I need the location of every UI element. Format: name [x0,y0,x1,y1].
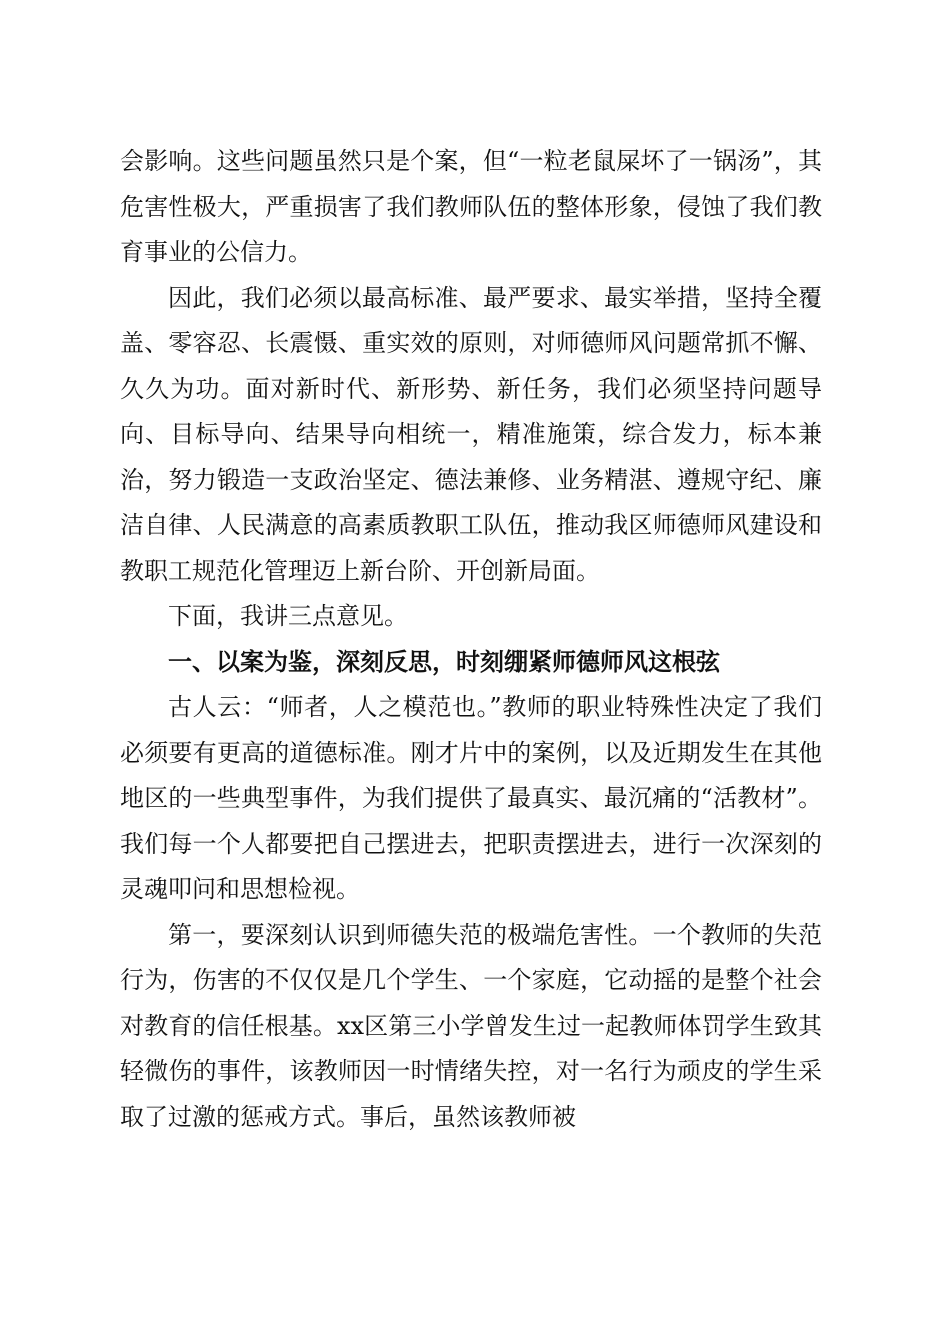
document-body [120,139,822,1140]
paragraph-therefore: 因此，我们必须以最高标准、最严要求、最实举措，坚持全覆盖、零容忍、长震慑、重实效的原则，对师德师风问题常抓不懈、久久为功。面对新时代、新形势、新任务，我们必须坚持问题导向、目标导向、结果导向相统一，精准施策，综合发力，标本兼治，努力锻造一支政治坚定、德法兼修、业务精湛、遵规守纪、廉洁自律、人民满意的高素质教职工队伍，推动我区师德师风建设和教职工规范化管理迈上新台阶、开创新局面。 [120,283,822,585]
paragraph-ancient-saying: 古人云：“师者，人之模范也。”教师的职业特殊性决定了我们必须要有更高的道德标准。刚才片中的案例，以及近期发生在其他地区的一些典型事件，为我们提供了最真实、最沉痛的“活教材”。我们每一个人都要把自己摆进去，把职责摆进去，进行一次深刻的灵魂叩问和思想检视。 [120,693,822,903]
paragraph-continuation: 会影响。这些问题虽然只是个案，但“一粒老鼠屎坏了一锅汤”，其危害性极大，严重损害了我们教师队伍的整体形象，侵蚀了我们教育事业的公信力。 [120,147,822,266]
section-heading-1: 一、以案为鉴，深刻反思，时刻绷紧师德师风这根弦 [168,647,720,676]
paragraph-first-point: 第一，要深刻认识到师德失范的极端危害性。一个教师的失范行为，伤害的不仅仅是几个学生、一个家庭，它动摇的是整个社会对教育的信任根基。xx区第三小学曾发生过一起教师体罚学生致其轻微伤的事件，该教师因一时情绪失控，对一名行为顽皮的学生采取了过激的惩戒方式。事后，虽然该教师被 [120,920,822,1131]
paragraph-intro-three-points: 下面，我讲三点意见。 [168,602,408,630]
